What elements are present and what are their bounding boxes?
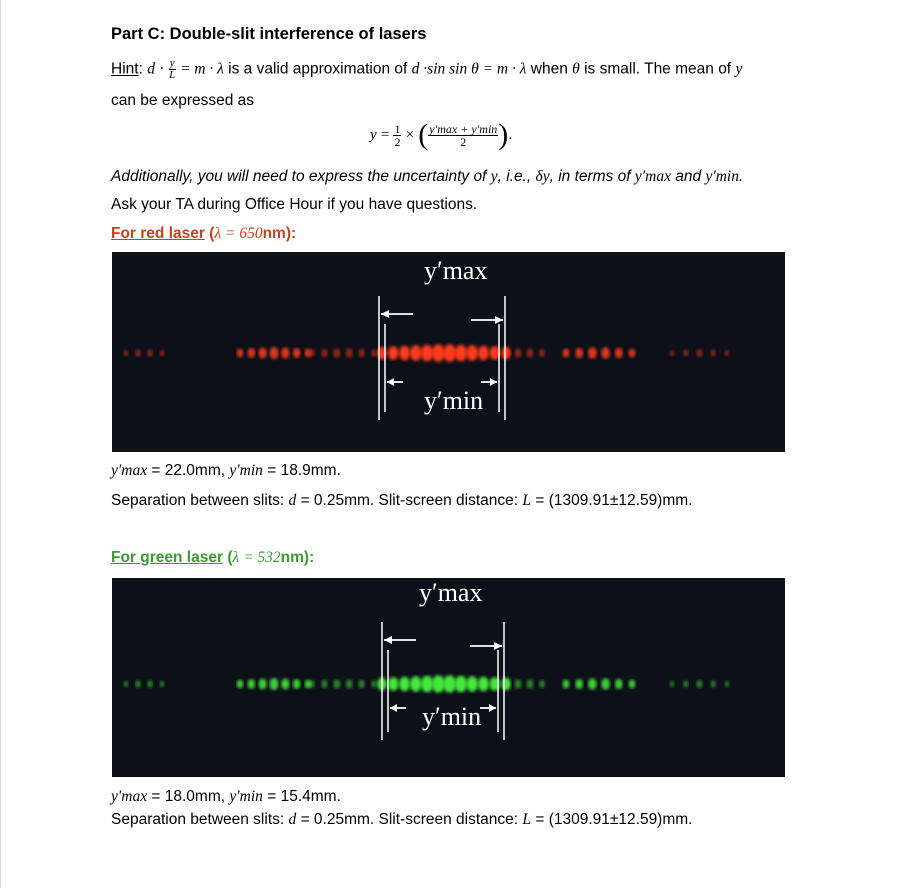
red-L-var: L [522,492,532,509]
formula-end: . [508,125,513,143]
mean-formula [370,118,512,152]
fringe-spot [333,348,340,358]
fringe-spot [421,676,433,693]
green-image-ymax-label: y′max [419,578,483,607]
formula-eq: = [380,126,390,143]
fringe-spot [399,346,410,361]
green-separation-line [111,811,692,829]
hint-eq-rest: = m · λ [179,60,224,78]
green-image-ymin-label: y′min [422,702,482,731]
fringe-spot [421,345,433,362]
formula-half-den: 2 [394,134,401,149]
fringe-spot [248,679,255,689]
fringe-spot [410,676,422,692]
red-d-value: = 0.25mm. Slit-screen distance: [300,492,519,509]
fringe-spot [293,679,300,689]
formula-inner [428,123,498,148]
uncertainty-y: y [490,168,498,185]
fringe-spot [259,348,267,359]
fringe-spot [503,349,509,357]
fringe-spot [147,680,153,687]
fringe-spot [358,349,364,358]
green-unit: nm): [280,549,315,566]
fringe-spot [711,349,716,356]
green-ymax-value: = 18.0mm, [151,788,226,805]
green-paren: ( [227,549,233,566]
uncertainty-text-1: Additionally, you will need to express the uncertainty of [111,168,487,185]
ymin-arrowhead-right [490,378,497,386]
fringe-spot [601,678,610,689]
red-image-ymax-label: y′max [424,256,488,285]
red-ymax-value: = 22.0mm, [151,462,226,479]
fringe-spot [629,349,636,358]
fringe-spot [725,681,730,687]
green-ymin-value: = 15.4mm. [267,788,341,805]
hint-d: d [147,60,155,78]
fringe-spot [333,679,340,689]
fringe-spot [321,680,327,689]
fringe-spot [270,347,279,359]
fringe-spot [443,675,456,693]
fringe-spot [346,679,353,689]
fringe-spot [697,680,703,688]
fringe-spot [432,344,445,362]
hint-fraction [169,58,176,81]
fringe-spot [683,349,688,356]
fringe-spot [237,349,244,358]
section-heading: Part C: Double-slit interference of lasers [111,25,427,43]
fringe-spot [670,350,675,356]
uncertainty-line [111,168,743,186]
uncertainty-text-3: , in terms of [549,168,631,185]
fringe-spot [135,680,141,687]
ymax-arrowhead-left [384,636,392,644]
fringe-spot [615,679,623,689]
ymax-arrowhead-right [494,642,502,650]
fringe-spot [683,680,688,687]
uncertainty-dy: δy [535,168,550,185]
fringe-spot [321,349,327,358]
fringe-spot [527,348,534,357]
ymax-arrowhead-left [381,310,389,318]
green-lambda: λ = 532 [232,549,281,566]
formula-half [393,123,401,148]
red-ymax-label: y′max [111,462,148,479]
fringe-spot [371,680,377,688]
ymax-arrowhead-right [495,316,503,324]
formula-inner-num: y′max + y′min [429,121,498,136]
fringe-spot [293,348,300,358]
page-left-border [0,0,1,888]
green-sep-text: Separation between slits: [111,811,285,828]
fringe-spot [539,680,545,688]
red-sep-text: Separation between slits: [111,492,285,509]
hint-frac-den: L [169,69,176,81]
red-ymin-value: = 18.9mm. [267,462,341,479]
fringe-spot [270,678,279,690]
fringe-spot [466,676,478,692]
fringe-spot [248,348,255,358]
fringe-spot [466,345,478,361]
fringe-spot [670,681,675,687]
hint-text-1: is a valid approximation of [228,60,408,78]
hint-text-3: is small. The mean of [584,60,732,78]
hint-label: Hint [111,60,139,78]
fringe-spot [443,344,456,362]
formula-lhs: y [370,126,377,143]
fringe-spot [588,347,597,358]
red-L-value: = (1309.91±12.59)mm. [535,492,693,509]
red-d-var: d [288,492,297,509]
formula-paren-left: ( [418,118,429,151]
hint-text-2: when [530,60,568,78]
ask-ta-note: Ask your TA during Office Hour if you have questions. [111,196,478,213]
fringe-spot [478,677,489,692]
green-interference-image [112,578,785,777]
fringe-spot [124,681,129,687]
fringe-spot [309,680,315,688]
fringe-spot [160,350,165,356]
fringe-spot [371,349,377,357]
fringe-spot [259,679,267,690]
red-separation-line [111,492,692,510]
ymin-arrowhead-left [390,704,397,712]
fringe-spot [539,349,545,357]
uncertainty-text-2: , i.e., [497,168,532,185]
red-lambda: λ = 650 [214,225,263,242]
fringe-spot [309,349,315,357]
fringe-spot [478,346,489,361]
hint-line [111,58,742,81]
hint-dot: · [159,60,165,78]
fringe-spot [346,348,353,358]
red-paren: ( [209,225,215,242]
fringe-spot [388,346,398,360]
hint-theta: θ [572,60,580,78]
green-laser-link[interactable]: For green laser [111,549,223,566]
hint-colon: : [138,60,143,78]
fringe-spot [588,678,597,689]
hint-line-2: can be expressed as [111,92,255,109]
ymin-arrowhead-left [387,378,394,386]
fringe-spot [432,675,445,693]
fringe-spot [455,676,467,693]
fringe-spot [237,680,244,689]
fringe-spot [281,348,289,359]
fringe-spot [410,345,422,361]
fringe-spot [160,681,165,687]
formula-half-num: 1 [394,121,401,136]
fringe-spot [527,679,534,688]
fringe-spot [711,680,716,687]
green-L-var: L [522,811,532,828]
uncertainty-end: . [739,168,744,185]
green-ymax-label: y′max [111,788,148,805]
fringe-spot [563,680,570,689]
fringe-spot [124,350,129,356]
fringe-spot [455,345,467,362]
fringe-spot [725,350,730,356]
green-laser-heading [111,549,314,567]
fringe-spot [388,677,398,691]
red-measurements [111,462,341,480]
fringe-spot [515,679,522,688]
red-laser-link[interactable]: For red laser [111,225,205,242]
uncertainty-ymax: y′max [634,168,671,185]
formula-paren-right: ) [498,118,509,151]
red-laser-heading [111,225,296,243]
fringe-spot [281,679,289,690]
fringe-spot [601,347,610,358]
fringe-spot [515,348,522,357]
fringe-spot [575,348,583,358]
uncertainty-ymin: y′min [705,168,739,185]
hint-y: y [735,60,743,78]
ymin-arrowhead-right [489,704,496,712]
red-interference-image [112,252,785,452]
green-L-value: = (1309.91±12.59)mm. [535,811,693,828]
fringe-spot [575,679,583,689]
green-d-value: = 0.25mm. Slit-screen distance: [300,811,519,828]
fringe-spot [615,348,623,358]
formula-inner-den: 2 [460,134,467,149]
fringe-spot [697,349,703,357]
formula-times: × [405,126,415,143]
fringe-spot [135,349,141,356]
hint-eq-2: d ·sin sin θ = m · λ [411,60,527,78]
hint-frac-num: y [169,57,175,69]
fringe-spot [629,680,636,689]
fringe-spot [399,677,410,692]
fringe-spot [358,680,364,689]
red-ymin-label: y′min [229,462,263,479]
fringe-spot [563,349,570,358]
red-unit: nm): [262,225,297,242]
fringe-spot [147,349,153,356]
green-d-var: d [288,811,297,828]
red-image-ymin-label: y′min [424,386,484,415]
green-ymin-label: y′min [229,788,263,805]
green-measurements [111,788,341,806]
uncertainty-text-4: and [675,168,702,185]
